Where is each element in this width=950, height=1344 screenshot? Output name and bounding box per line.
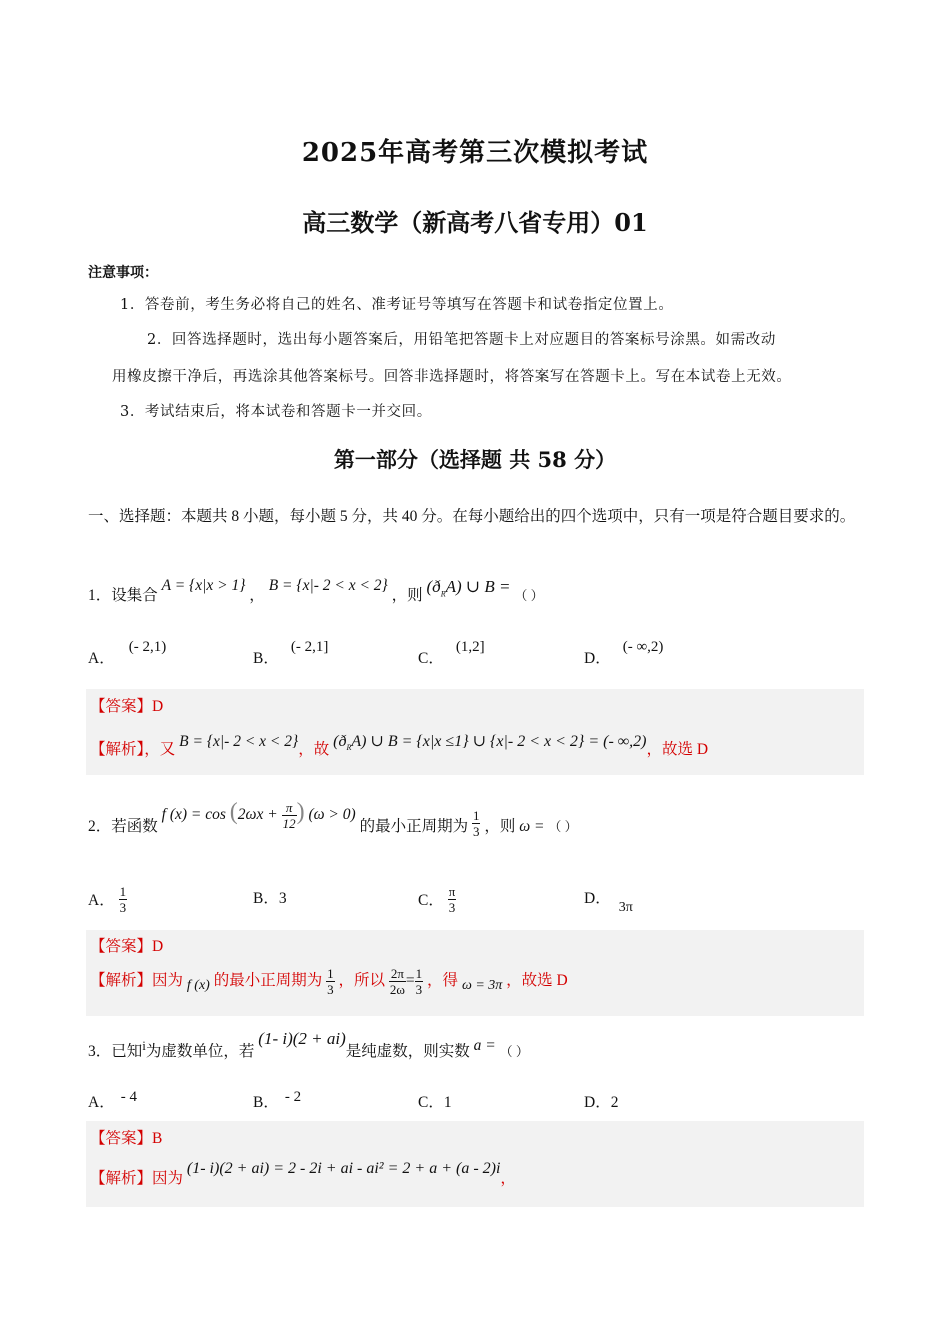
q2-option-a — [88, 886, 127, 917]
q1-option-d-value: (- ∞,2) — [622, 639, 664, 655]
q1-option-c — [418, 639, 485, 668]
q1-set-a: A = {x|x > 1} — [161, 577, 246, 594]
question-2: 2．若函数 f (x) = cos (2ωx + $\frac{\pi}{12}$ ) (ω > 0) 的最小正周期为 $\frac{1}{3}$ ，则 ω = （ ） — [88, 799, 578, 839]
q3-expression: (1- i)(2 + ai) — [258, 1029, 346, 1048]
q2-period-num: 1 — [472, 808, 480, 823]
q1-option-b — [253, 639, 329, 668]
q2-option-b-label: B． — [253, 890, 279, 907]
q2-analysis-text-1: 的最小正周期为 — [213, 972, 323, 990]
q3-option-a-value: - 4 — [120, 1089, 137, 1105]
q3-prefix: 3．已知 — [88, 1043, 143, 1060]
note-2a: 2．回答选择题时，选出每小题答案后，用铅笔把答题卡上对应题目的答案标号涂黑。如需改动 — [147, 332, 776, 348]
q2-prefix: 2．若函数 — [88, 818, 158, 836]
note-2b: 用橡皮擦干净后，再选涂其他答案标号。回答非选择题时，将答案写在答题卡上。写在本试卷上无效。 — [112, 369, 792, 385]
q2-analysis-result: ω = 3π — [461, 978, 503, 994]
q2-func-frac-den: 12 — [282, 816, 296, 831]
q1-option-a — [88, 639, 167, 668]
q3-mid-text-1: 为虚数单位，若 — [145, 1043, 255, 1060]
q1-option-d — [584, 639, 664, 668]
q3-option-c — [418, 1090, 452, 1112]
q2-analysis-frac2-den: 3 — [415, 982, 423, 997]
q3-option-b-value: - 2 — [284, 1089, 302, 1105]
q1-analysis — [90, 733, 709, 760]
q1-expr-sub: R — [440, 589, 446, 599]
q1-analysis-math-2-sub: R — [346, 743, 352, 753]
q3-analysis-tail: ， — [500, 1170, 516, 1187]
q2-option-a-label: A． — [88, 892, 115, 910]
q2-answer-box — [86, 930, 864, 1016]
q3-option-a — [88, 1089, 137, 1112]
q3-option-d-value: 2 — [610, 1094, 619, 1111]
q2-tail-text: ，则 — [484, 818, 516, 836]
section-title: 第一部分（选择题 共 58 分） — [333, 447, 617, 472]
q1-option-c-value: (1,2] — [455, 639, 485, 655]
q1-then: ，则 — [391, 587, 423, 604]
q1-option-c-label: C． — [418, 650, 444, 667]
q2-option-a-den: 3 — [119, 900, 127, 915]
q3-analysis-expression: (1- i)(2 + ai) = 2 - 2i + ai - ai² = 2 + a + (a - 2)i — [186, 1160, 501, 1177]
q1-answer-box — [86, 689, 864, 775]
q2-analysis — [90, 966, 568, 997]
q3-option-c-label: C． — [418, 1094, 444, 1111]
q2-option-b — [253, 886, 287, 908]
q1-prefix: 1．设集合 — [88, 587, 158, 604]
q2-func-arg: 2ωx + — [237, 806, 278, 824]
q3-option-c-value: 1 — [443, 1094, 452, 1111]
q3-option-d-label: D． — [584, 1094, 611, 1111]
q3-analysis-label: 【解析】因为 — [90, 1170, 184, 1187]
q3-option-b — [253, 1089, 302, 1112]
q2-omega: ω = — [519, 818, 545, 836]
q3-option-a-label: A． — [88, 1094, 115, 1111]
q1-analysis-math-2: (ð — [333, 733, 347, 750]
q2-answer: 【答案】D — [90, 938, 164, 955]
q3-option-b-label: B． — [253, 1094, 279, 1111]
q2-mid-text: 的最小正周期为 — [359, 818, 469, 836]
q3-analysis — [90, 1160, 516, 1188]
q2-analysis-label: 【解析】因为 — [90, 972, 184, 990]
q1-option-b-label: B． — [253, 650, 279, 667]
q3-answer-paren: （ ） — [499, 1044, 529, 1059]
q2-option-b-value: 3 — [278, 890, 287, 907]
q1-expr: (ð — [426, 577, 441, 596]
q2-analysis-text-4: ，故选 D — [506, 972, 568, 990]
q2-analysis-frac2-num: 1 — [415, 966, 423, 981]
q1-option-a-value: (- 2,1) — [128, 639, 167, 655]
q2-option-d-value: 3π — [618, 900, 633, 915]
q1-expr-tail: A) ∪ B = — [445, 577, 511, 596]
q2-option-c-den: 3 — [448, 900, 456, 915]
q2-analysis-frac-den: 2ω — [389, 982, 405, 997]
q1-analysis-math-2-tail: A) ∪ B = {x|x ≤1} ∪ {x|- 2 < x < 2} = (- ∞,2) — [351, 733, 647, 750]
q3-variable-a: a = — [473, 1037, 496, 1054]
q1-analysis-math-1: B = {x|- 2 < x < 2} — [179, 733, 299, 750]
q1-option-a-label: A． — [88, 650, 115, 667]
q3-answer: 【答案】B — [90, 1130, 163, 1147]
q2-answer-paren: （ ） — [548, 819, 578, 835]
page-subtitle: 高三数学（新高考八省专用）01 — [302, 208, 648, 237]
q3-option-d — [584, 1090, 618, 1112]
q2-analysis-equals: = — [405, 972, 415, 990]
q2-func-frac-num: π — [282, 800, 297, 816]
q1-analysis-text-1: ，又 — [144, 741, 176, 758]
q2-analysis-text-3: ，得 — [427, 972, 459, 990]
q2-period-den: 3 — [472, 824, 480, 839]
q2-option-c — [418, 886, 456, 917]
q1-analysis-label: 【解析】 — [90, 741, 145, 758]
q1-comma: ， — [249, 587, 265, 604]
q2-func-lhs: f (x) = cos — [161, 806, 226, 824]
q1-set-b: B = {x|- 2 < x < 2} — [268, 577, 388, 594]
q2-analysis-text-2: ，所以 — [338, 972, 385, 990]
q1-analysis-text-2: ，故 — [298, 741, 330, 758]
q2-analysis-frac-num: 2π — [390, 966, 404, 981]
notes-heading: 注意事项： — [88, 265, 158, 281]
note-1: 1．答卷前，考生务必将自己的姓名、准考证号等填写在答题卡和试卷指定位置上。 — [120, 297, 674, 313]
q1-option-b-value: (- 2,1] — [290, 639, 329, 655]
question-3 — [88, 1029, 529, 1063]
note-3: 3．考试结束后，将本试卷和答题卡一并交回。 — [120, 404, 432, 420]
q2-option-c-num: π — [448, 884, 456, 899]
q3-answer-box — [86, 1121, 864, 1207]
q1-option-d-label: D． — [584, 650, 611, 667]
q2-analysis-fx: f (x) — [186, 978, 210, 994]
q2-option-d-label: D． — [584, 890, 611, 907]
q1-answer-paren: （ ） — [514, 588, 544, 603]
q2-analysis-period-num: 1 — [327, 966, 334, 981]
page-title: 2025年高考第三次模拟考试 — [301, 138, 649, 168]
q2-analysis-period-den: 3 — [327, 982, 334, 997]
q2-condition: (ω > 0) — [308, 806, 356, 824]
question-1 — [88, 577, 544, 613]
q3-imag-unit: i — [142, 1038, 146, 1053]
q1-analysis-text-3: ，故选 D — [646, 741, 709, 758]
q3-mid-text-2: 是纯虚数，则实数 — [345, 1043, 470, 1060]
q2-option-a-num: 1 — [119, 884, 127, 899]
q1-answer: 【答案】D — [90, 698, 164, 715]
section-intro: 一、选择题：本题共 8 小题，每小题 5 分，共 40 分。在每小题给出的四个选项中，只有一项是符合题目要求的。 — [88, 508, 856, 525]
q2-option-c-label: C． — [418, 892, 444, 910]
q2-option-d — [584, 886, 633, 915]
